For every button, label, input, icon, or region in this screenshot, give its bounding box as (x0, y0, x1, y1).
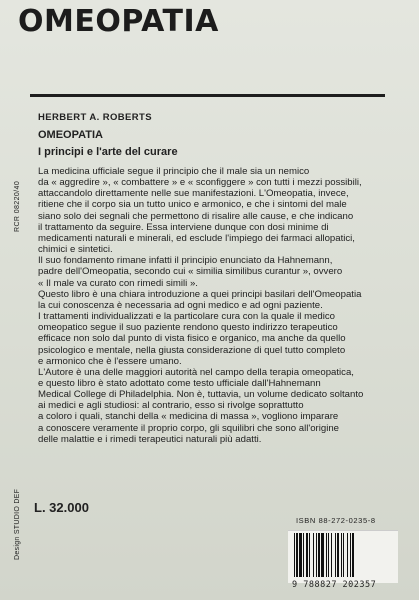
barcode-bar (341, 533, 342, 577)
blurb-line: medicamenti naturali e minerali, ed esclude l'impiego dei farmaci allopatici, (38, 232, 355, 244)
blurb-line: I trattamenti individualizzati e la particolare cura con la quale il medico (38, 311, 336, 323)
ean-number: 9 788827 202357 (292, 580, 377, 590)
blurb-line: delle malattie e i rimedi terapeutici naturali più adatti. (38, 433, 262, 445)
barcode-bar (347, 533, 348, 577)
barcode-bar (326, 533, 327, 577)
blurb-line: « Il male va curato con rimedi simili ». (38, 277, 198, 289)
barcode-bar (350, 533, 351, 577)
blurb-line: siano solo dei segnali che permettono di risalire alle cause, e che indicano (38, 210, 354, 222)
blurb-line: psicologico e mentale, nella giusta considerazione di quel tutto completo (38, 344, 346, 356)
barcode (288, 530, 398, 583)
blurb-line: e armonico che è l'essere umano. (38, 355, 182, 367)
barcode-bar (331, 533, 332, 577)
blurb-line: ai medici e agli studiosi: al contrario, esso si rivolge soprattutto (38, 400, 304, 412)
blurb-line: a conoscere veramente il proprio corpo, gli squilibri che sono all'origine (38, 422, 339, 434)
barcode-bar (318, 533, 320, 577)
barcode-bar (309, 533, 310, 577)
blurb-line: e questo libro è stato adottato come testo ufficiale dall'Hahnemann (38, 377, 321, 389)
barcode-bars-icon (288, 531, 398, 579)
design-credit: Design STUDIO DEF (14, 488, 21, 560)
barcode-bar (337, 533, 339, 577)
barcode-bar (299, 533, 302, 577)
price-label: L. 32.000 (34, 500, 89, 515)
blurb-line: a coloro i quali, stanchi della « medicina di massa », vogliono imparare (38, 411, 339, 423)
blurb-line: efficace non solo dal punto di vista fisico e organico, ma anche da quello (38, 333, 346, 345)
divider-rule (30, 94, 385, 97)
author-name: HERBERT A. ROBERTS (38, 112, 152, 123)
isbn-label: ISBN 88-272-0235-8 (296, 516, 376, 525)
blurb-line: la cui conoscenza è necessaria ad ogni medico e ad ogni paziente. (38, 299, 323, 311)
blurb-line: padre dell'Omeopatia, secondo cui « similia similibus curantur », ovvero (38, 266, 343, 278)
blurb-line: da « aggredire », « combattere » e « sconfiggere » con tutti i mezzi possibili, (38, 177, 362, 189)
barcode-bar (313, 533, 314, 577)
blurb-line: chimici e sintetici. (38, 244, 113, 256)
blurb-line: Medical College di Philadelphia. Non è, tuttavia, un volume dedicato soltanto (38, 389, 364, 401)
blurb-line: Il suo fondamento rimane infatti il principio enunciato da Hahnemann, (38, 255, 333, 267)
catalog-code: RCR 08220/40 (14, 180, 21, 232)
blurb-line: il trattamento da seguire. Essa interviene dunque con dosi minime di (38, 221, 329, 233)
book-subtitle: I principi e l'arte del curare (38, 146, 178, 158)
cover-title: OMEOPATIA (18, 4, 219, 39)
blurb-line: L'Autore è una delle maggiori autorità nel campo della terapia omeopatica, (38, 366, 354, 378)
barcode-bar (343, 533, 344, 577)
barcode-bar (294, 533, 295, 577)
barcode-bar (306, 533, 308, 577)
barcode-bar (316, 533, 317, 577)
blurb-line: Questo libro è una chiara introduzione a quei principi basilari dell'Omeopatia (38, 288, 362, 300)
blurb-text (38, 166, 393, 445)
barcode-bar (321, 533, 324, 577)
barcode-bar (352, 533, 354, 577)
blurb-line: omeopatico segue il suo paziente rendono questo indirizzo terapeutico (38, 322, 338, 334)
barcode-bar (328, 533, 329, 577)
barcode-bar (296, 533, 298, 577)
blurb-line: ritiene che il corpo sia un tutto unico e armonico, e che i sintomi del male (38, 199, 347, 211)
book-title: OMEOPATIA (38, 129, 103, 141)
barcode-bar (335, 533, 336, 577)
blurb-line: La medicina ufficiale segue il principio che il male sia un nemico (38, 166, 310, 177)
blurb-line: attaccandolo direttamente nelle sue manifestazioni. L'Omeopatia, invece, (38, 188, 349, 200)
barcode-bar (303, 533, 304, 577)
